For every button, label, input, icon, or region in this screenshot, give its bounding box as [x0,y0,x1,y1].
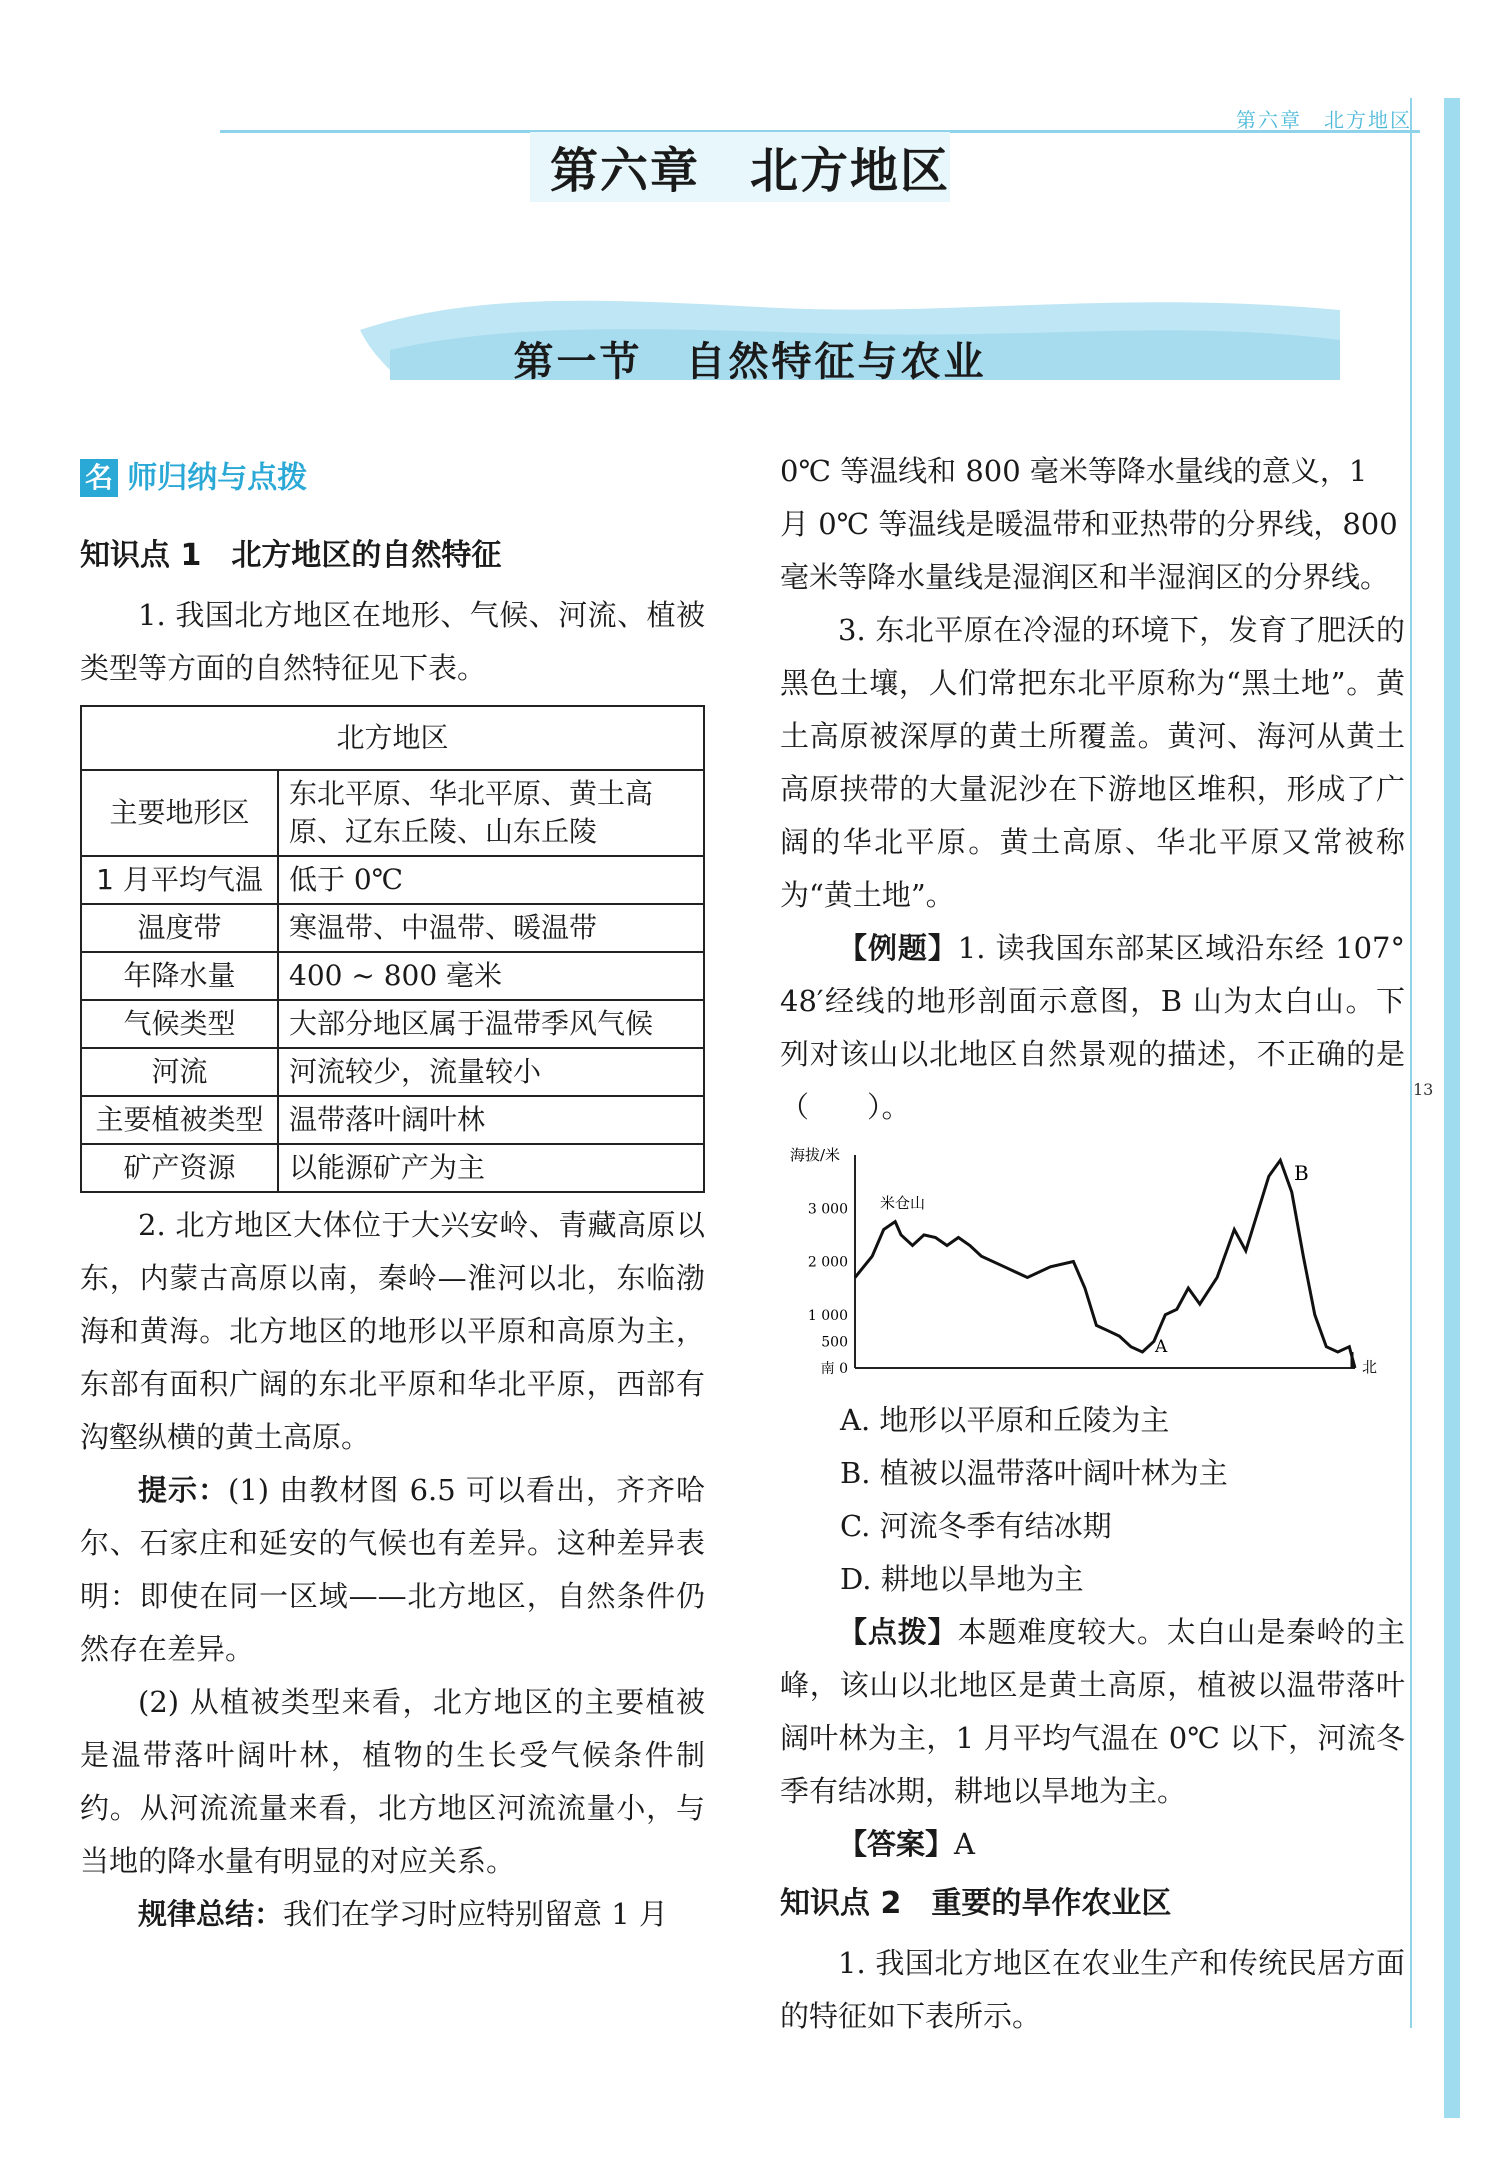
label-north: 北 [1362,1358,1378,1376]
example-question: 【例题】1. 读我国东部某区域沿东经 107° 48′经线的地形剖面示意图，B 山为太白山。下列对该山以北地区自然景观的描述，不正确的是（ ）。 [780,931,1405,1124]
table-row: 温度带 寒温带、中温带、暖温带 [81,904,704,952]
rule-label: 规律总结： [138,1896,284,1931]
knowledge-point-2-title: 知识点 2 重要的旱作农业区 [780,1886,1172,1921]
table-row: 主要地形区 东北平原、华北平原、黄土高原、辽东丘陵、山东丘陵 [81,770,704,856]
badge-text: 师归纳与点拨 [127,460,308,496]
page-number: 13 [1413,1080,1434,1099]
terrain-profile-chart [780,1140,1380,1390]
answer-label: 【答案】 [838,1827,955,1861]
paragraph-3: 3. 东北平原在冷湿的环境下，发育了肥沃的黑色土壤，人们常把东北平原称为“黑土地”。黄土高原被深厚的黄土所覆盖。黄河、海河从黄土高原挟带的大量泥沙在下游地区堆积，形成了广阔的华北平原。黄土高原、华北平原又常被称为“黄土地”。 [780,613,1405,912]
hint-label: 提示： [138,1472,229,1507]
tip-label: 【点拨】 [838,1615,958,1649]
option-b: B. 植被以温带落叶阔叶林为主 [840,1456,1228,1490]
rule-summary: 规律总结：我们在学习时应特别留意 1 月 [138,1896,668,1931]
label-micang-mountain: 米仓山 [880,1194,926,1212]
right-column [780,445,1405,2043]
table-row: 1 月平均气温 低于 0℃ [81,856,704,904]
y-tick-label: 3 000 [807,1201,848,1218]
badge-char: 名 [80,459,118,497]
page-edge-bar [1444,98,1460,2118]
rule-summary-continued: 0℃ 等温线和 800 毫米等降水量线的意义，1 月 0℃ 等温线是暖温带和亚热带的分界线，800 毫米等降水量线是湿润区和半湿润区的分界线。 [780,454,1398,594]
teacher-notes-badge [80,450,705,505]
hint-1: 提示：(1) 由教材图 6.5 可以看出，齐齐哈尔、石家庄和延安的气候也有差异。这种差异表明：即使在同一区域——北方地区，自然条件仍然存在差异。 [80,1472,705,1666]
paragraph-2: 2. 北方地区大体位于大兴安岭、青藏高原以东，内蒙古高原以南，秦岭—淮河以北，东临渤海和黄海。北方地区的地形以平原和高原为主，东部有面积广阔的东北平原和华北平原，西部有沟壑纵横的黄土高原。 [80,1207,705,1454]
table-row: 矿产资源 以能源矿产为主 [81,1144,704,1192]
y-tick-label: 南 0 [820,1361,848,1377]
page-edge-line [1410,98,1412,2028]
y-tick-label: 2 000 [807,1254,848,1271]
chapter-title: 第六章 北方地区 [549,143,950,199]
option-c: C. 河流冬季有结冰期 [840,1509,1112,1543]
example-label: 【例题】 [838,931,958,965]
terrain-profile-line [855,1160,1355,1368]
features-table [80,705,705,1193]
option-a: A. 地形以平原和丘陵为主 [840,1403,1170,1437]
chart-ylabel: 海拔/米 [790,1146,841,1164]
answer [780,1818,1405,1871]
option-d: D. 耕地以旱地为主 [840,1562,1084,1596]
knowledge-point-1-title: 知识点 1 北方地区的自然特征 [80,537,502,573]
label-point-a: A [1155,1337,1168,1357]
y-tick-label: 1 000 [807,1307,848,1324]
table-row: 河流 河流较少，流量较小 [81,1048,704,1096]
left-column [80,450,705,1941]
table-title: 北方地区 [81,706,704,770]
paragraph-4: 1. 我国北方地区在农业生产和传统民居方面的特征如下表所示。 [780,1946,1405,2033]
table-row: 主要植被类型 温带落叶阔叶林 [81,1096,704,1144]
hint-2: (2) 从植被类型来看，北方地区的主要植被是温带落叶阔叶林，植物的生长受气候条件制约。从河流流量来看，北方地区河流流量小，与当地的降水量有明显的对应关系。 [80,1684,705,1878]
table-row: 年降水量 400 ~ 800 毫米 [81,952,704,1000]
tip: 【点拨】本题难度较大。太白山是秦岭的主峰，该山以北地区是黄土高原，植被以温带落叶阔叶林为主，1 月平均气温在 0℃ 以下，河流冬季有结冰期，耕地以旱地为主。 [780,1615,1405,1808]
running-title: 第六章 北方地区 [1236,108,1412,132]
paragraph-1: 1. 我国北方地区在地形、气候、河流、植被类型等方面的自然特征见下表。 [80,597,705,685]
label-point-b: B [1294,1161,1309,1185]
y-tick-label: 500 [821,1334,848,1351]
table-row: 气候类型 大部分地区属于温带季风气候 [81,1000,704,1048]
section-title: 第一节 自然特征与农业 [513,339,987,385]
answer-value: A [954,1827,975,1861]
